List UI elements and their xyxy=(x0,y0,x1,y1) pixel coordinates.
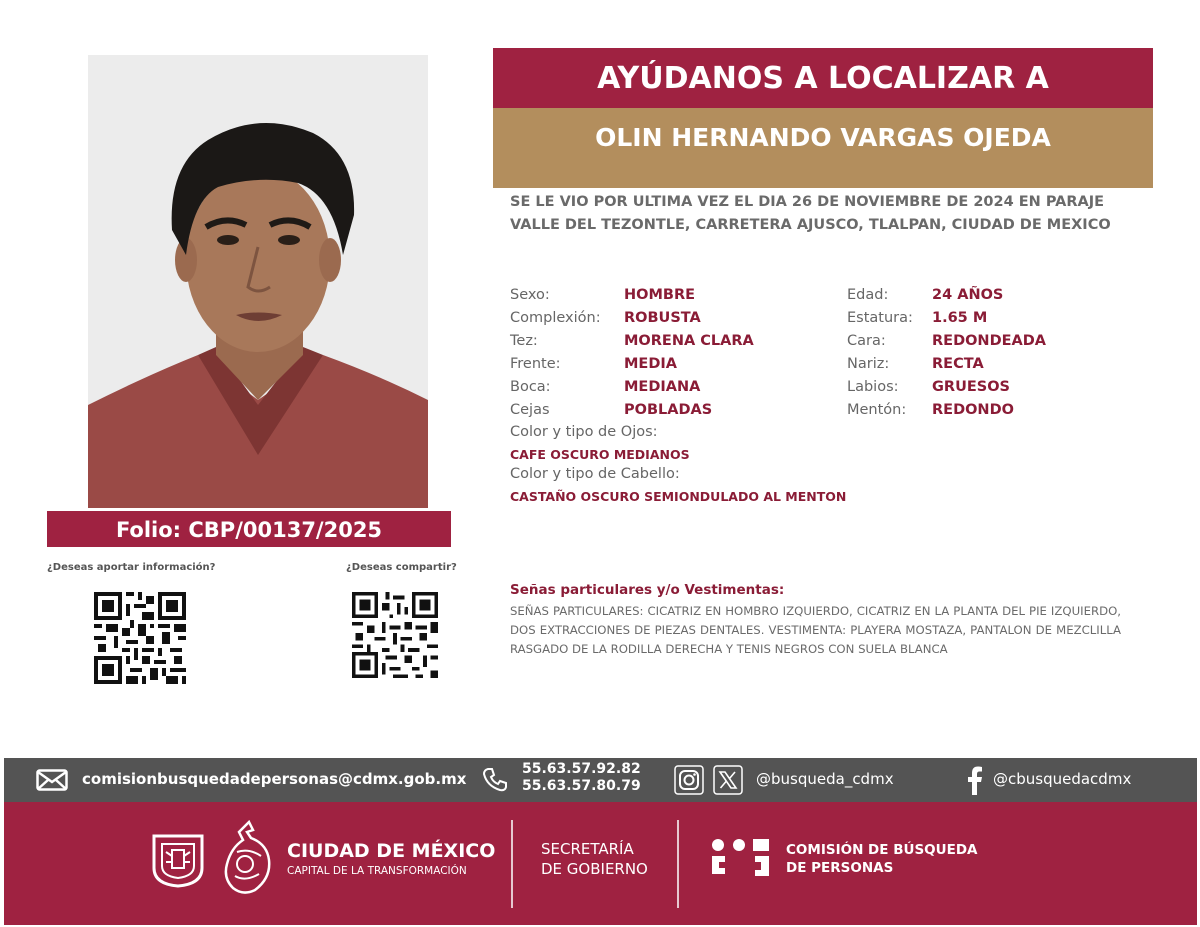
cdmx-title: CIUDAD DE MÉXICO xyxy=(287,840,496,862)
attr-chin xyxy=(847,398,1014,422)
attr-skin xyxy=(510,329,754,353)
attr-value: 1.65 M xyxy=(932,310,988,326)
comision-logo-icon xyxy=(711,838,773,885)
cdmx-shield-icon xyxy=(152,834,204,893)
attr-value: REDONDO xyxy=(932,402,1014,418)
attr-value: RECTA xyxy=(932,356,984,372)
contact-bar xyxy=(4,758,1197,802)
attr-complexion xyxy=(510,306,701,330)
attr-value: POBLADAS xyxy=(624,402,713,418)
person-name: OLIN HERNANDO VARGAS OJEDA xyxy=(493,108,1153,188)
attr-label: Frente: xyxy=(510,356,561,372)
social-handle[interactable]: @busqueda_cdmx xyxy=(756,770,894,788)
phone-icon xyxy=(482,767,508,797)
attr-mouth xyxy=(510,375,700,399)
attr-forehead xyxy=(510,352,677,376)
last-seen-text: SE LE VIO POR ULTIMA VEZ EL DIA 26 DE NOVIEMBRE DE 2024 EN PARAJE VALLE DEL TEZONTLE, CARRETERA AJUSCO, TLALPAN, CIUDAD DE MEXICO xyxy=(510,194,1111,233)
comision-line1: COMISIÓN DE BÚSQUEDA xyxy=(786,842,978,858)
footer xyxy=(4,802,1197,925)
attr-value: MEDIA xyxy=(624,356,677,372)
attr-label: Nariz: xyxy=(847,356,890,372)
attr-eyebrows xyxy=(510,398,712,422)
secretaria-line1: SECRETARÍA xyxy=(541,840,634,858)
attr-label: Estatura: xyxy=(847,310,913,326)
attr-label: Mentón: xyxy=(847,402,907,418)
facebook-handle[interactable]: @cbusquedacdmx xyxy=(993,770,1132,788)
attr-value: 24 AÑOS xyxy=(932,287,1004,303)
comision-line2: DE PERSONAS xyxy=(786,860,894,876)
eyes-value: CAFE OSCURO MEDIANOS xyxy=(510,447,690,462)
attr-label: Sexo: xyxy=(510,287,550,303)
secretaria-line2: DE GOBIERNO xyxy=(541,860,648,878)
attr-sex xyxy=(510,283,695,307)
hair-value: CASTAÑO OSCURO SEMIONDULADO AL MENTON xyxy=(510,489,847,504)
attr-label: Cara: xyxy=(847,333,886,349)
phone-number-1[interactable]: 55.63.57.92.82 xyxy=(522,761,641,777)
attr-age xyxy=(847,283,1003,307)
page-title: AYÚDANOS A LOCALIZAR A xyxy=(493,48,1153,108)
attr-label: Cejas xyxy=(510,402,550,418)
attr-value: MEDIANA xyxy=(624,379,701,395)
missing-person-photo xyxy=(88,55,428,508)
email-link[interactable]: comisionbusquedadepersonas@cdmx.gob.mx xyxy=(82,770,467,788)
attr-label: Boca: xyxy=(510,379,551,395)
attr-label: Complexión: xyxy=(510,310,601,326)
qr-share-label: ¿Deseas compartir? xyxy=(346,562,457,573)
attr-value: HOMBRE xyxy=(624,287,696,303)
attr-label: Tez: xyxy=(510,333,538,349)
cdmx-subtitle: CAPITAL DE LA TRANSFORMACIÓN xyxy=(287,865,467,877)
attr-value: GRUESOS xyxy=(932,379,1010,395)
attr-face xyxy=(847,329,1046,353)
footer-divider xyxy=(511,820,513,908)
attr-lips xyxy=(847,375,1010,399)
attr-label: Labios: xyxy=(847,379,899,395)
eyes-label: Color y tipo de Ojos: xyxy=(510,424,658,440)
qr-code-share[interactable] xyxy=(352,592,438,678)
attr-value: ROBUSTA xyxy=(624,310,701,326)
attr-value: REDONDEADA xyxy=(932,333,1046,349)
footer-divider xyxy=(677,820,679,908)
attr-value: MORENA CLARA xyxy=(624,333,754,349)
facebook-icon[interactable] xyxy=(967,765,983,799)
qr-code-info[interactable] xyxy=(94,592,186,684)
email-icon xyxy=(36,769,68,795)
x-twitter-icon[interactable] xyxy=(712,764,744,800)
attr-nose xyxy=(847,352,984,376)
attr-height xyxy=(847,306,987,330)
cdmx-emblem-icon xyxy=(219,820,279,901)
senas-title: Señas particulares y/o Vestimentas: xyxy=(510,582,785,598)
qr-info-label: ¿Deseas aportar información? xyxy=(47,562,216,573)
phone-number-2[interactable]: 55.63.57.80.79 xyxy=(522,778,641,794)
hair-label: Color y tipo de Cabello: xyxy=(510,466,680,482)
instagram-icon[interactable] xyxy=(673,764,705,800)
folio-label: Folio: CBP/00137/2025 xyxy=(47,511,451,547)
attr-label: Edad: xyxy=(847,287,889,303)
senas-text: SEÑAS PARTICULARES: CICATRIZ EN HOMBRO IZQUIERDO, CICATRIZ EN LA PLANTA DEL PIE IZQUIERDO, DOS EXTRACCIONES DE PIEZAS DENTALES. VESTIMENTA: PLAYERA MOSTAZA, PANTALON DE MEZCLILLA RASGADO DE LA RODILLA DERECHA Y TENIS NEGROS CON SUELA BLANCA xyxy=(510,604,1121,656)
